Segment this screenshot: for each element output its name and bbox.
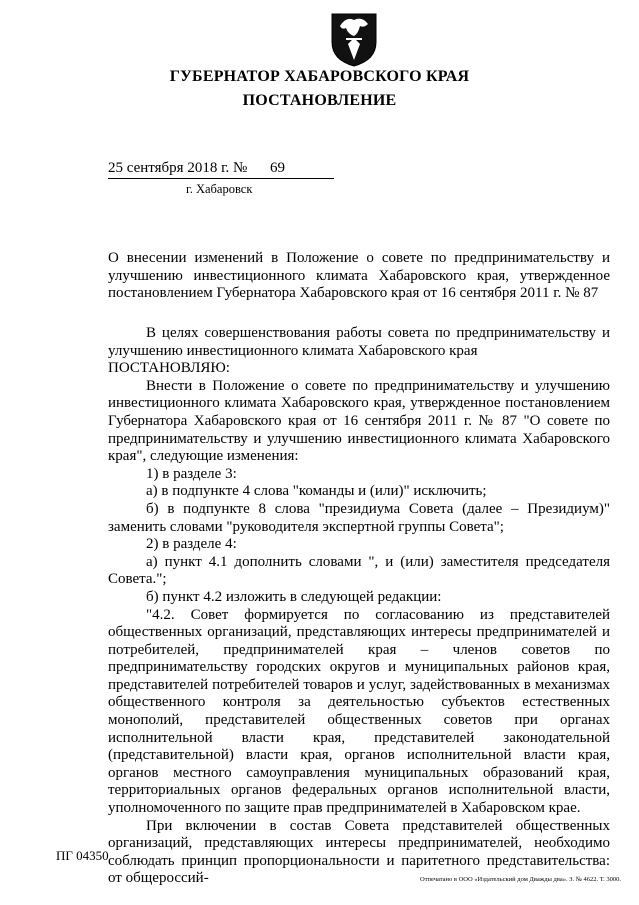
document-type-heading: ПОСТАНОВЛЕНИЕ [242,92,397,109]
document-number: 69 [270,160,285,176]
body-paragraph: При включении в состав Совета представителей общественных организаций, представляющих интересы предпринимателей, необходимо соблюдать принцип пропорциональности и паритетного представительства: от общероссий- [108,817,610,887]
preamble-paragraph: В целях совершенствования работы совета по предпринимательству и улучшению инвестиционного климата Хабаровского края [108,325,610,359]
date-underline [108,178,334,179]
body-paragraph: б) в подпункте 8 слова "президиума Совета (далее – Президиум)" заменить словами "руководителя экспертной группы Совета"; [108,500,610,535]
body-paragraph: а) в подпункте 4 слова "команды и (или)" исключить; [146,483,487,500]
body-paragraph: 1) в разделе 3: [146,465,237,482]
resolution-keyword: ПОСТАНОВЛЯЮ: [108,360,230,377]
body-paragraph: 2) в разделе 4: [146,536,237,553]
form-code: ПГ 04350 [56,848,109,863]
body-paragraph: а) пункт 4.1 дополнить словами ", и (или) заместителя председателя Совета."; [108,553,610,588]
document-city: г. Хабаровск [186,182,253,196]
document-subject: О внесении изменений в Положение о совете по предпринимательству и улучшению инвестиционного климата Хабаровского края, утвержденное постановлением Губернатора Хабаровского края от 16 сентября 2011 г. № 87 [108,250,610,302]
body-paragraph: Внести в Положение о совете по предпринимательству и улучшению инвестиционного климата Хабаровского края, утвержденное постановлением Губернатора Хабаровского края от 16 сентября 2011 г. № 87 "О совете по предпринимательству и улучшению инвестиционного климата Хабаровского края", следующие изменения: [108,377,610,465]
document-date: 25 сентября 2018 г. № [108,160,248,176]
document-body [108,325,610,888]
body-paragraph: б) пункт 4.2 изложить в следующей редакции: [146,588,442,605]
printer-imprint: Отпечатано в ООО «Издательский дом Дважды два». З. № 4622. Т. 3000. [420,876,621,883]
body-paragraph: "4.2. Совет формируется по согласованию из представителей общественных организаций, представляющих интересы предпринимателей и потребителей, предпринимателей края – членов советов по предпринимательству городских округов и муниципальных районов края, представителей потребителей товаров и услуг, задействованных в механизмах общественного контроля за деятельностью субъектов естественных монополий, представителей общественных советов при органах исполнительной власти края, представителей законодательной (представительной) власти края, органов исполнительной власти края, органов местного самоуправления муниципальных образований края, территориальных органов федеральных органов исполнительной власти, уполномоченного по защите прав предпринимателей в Хабаровском крае. [108,606,610,817]
governor-heading: ГУБЕРНАТОР ХАБАРОВСКОГО КРАЯ [169,68,470,85]
coat-of-arms-emblem [328,8,380,68]
